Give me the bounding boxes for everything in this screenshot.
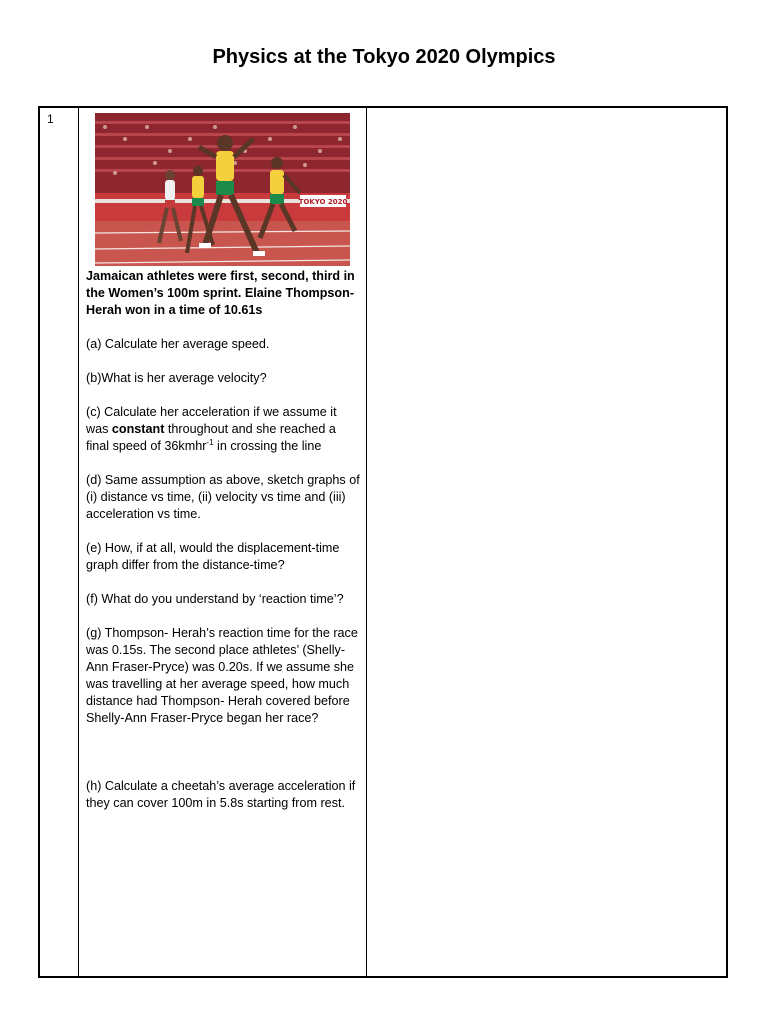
question-h: (h) Calculate a cheetah’s average acceleration if they can cover 100m in 5.8s starting from rest.: [86, 779, 356, 810]
question-c-text-2: throughout and she reached a final speed of 36kmhr: [86, 422, 336, 453]
page-title: Physics at the Tokyo 2020 Olympics: [212, 46, 556, 68]
question-number: 1: [47, 112, 54, 126]
sprint-photo: [95, 113, 350, 266]
question-d: (d) Same assumption as above, sketch graphs of (i) distance vs time, (ii) velocity vs time and (iii) acceleration vs time.: [86, 473, 360, 521]
answer-column[interactable]: [367, 108, 726, 976]
question-c: [86, 404, 361, 455]
column-divider-number: [78, 108, 79, 976]
worksheet-table: [38, 106, 728, 978]
question-intro: Jamaican athletes were first, second, third in the Women’s 100m sprint. Elaine Thompson-Herah won in a time of 10.61s: [86, 269, 355, 317]
question-c-superscript: -1: [206, 437, 214, 447]
question-cell: [86, 268, 361, 829]
question-c-emphasis: constant: [111, 422, 165, 436]
question-f: (f) What do you understand by ‘reaction time’?: [86, 592, 344, 606]
question-e: (e) How, if at all, would the displacement-time graph differ from the distance-time?: [86, 541, 340, 572]
question-b: (b)What is her average velocity?: [86, 371, 267, 385]
svg-text:TOKYO 2020: TOKYO 2020: [298, 198, 348, 206]
question-c-text-3: in crossing the line: [213, 439, 322, 453]
question-g: (g) Thompson- Herah’s reaction time for the race was 0.15s. The second place athletes’ (Shelly-Ann Fraser-Pryce) was 0.20s. If we assume she was travelling at her average speed, how much distance had Thompson- Herah covered before Shelly-Ann Fraser-Pryce began her race?: [86, 626, 358, 725]
question-c-text-1: (c) Calculate her acceleration if we assume it was: [86, 405, 337, 436]
question-a: (a) Calculate her average speed.: [86, 337, 270, 351]
